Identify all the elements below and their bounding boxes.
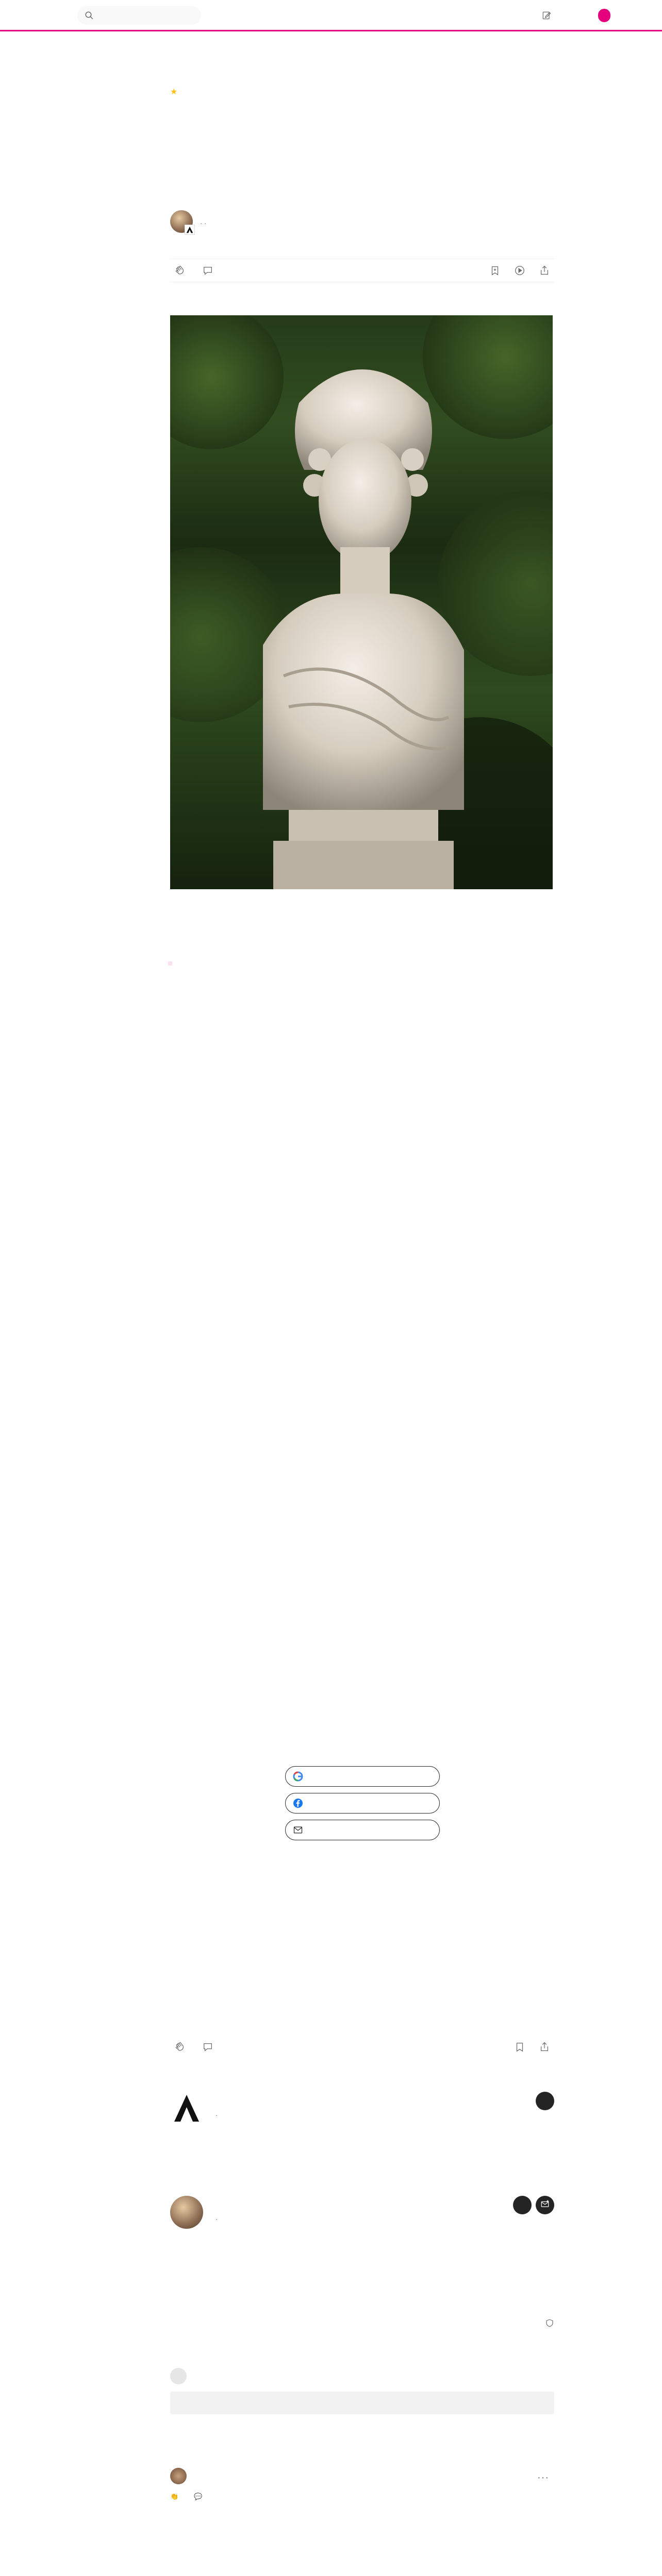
follow-author-button[interactable] xyxy=(513,2196,532,2214)
clap-icon xyxy=(174,2041,186,2053)
hero-image-statue xyxy=(170,315,553,889)
article-action-bar xyxy=(170,259,554,282)
comment-icon: 💬 xyxy=(194,2493,203,2500)
subscribe-email-button[interactable] xyxy=(536,2196,554,2214)
share-icon[interactable] xyxy=(539,265,550,276)
response-clap-button[interactable] xyxy=(170,2493,181,2501)
facebook-icon xyxy=(293,1798,303,1810)
google-icon xyxy=(293,1771,303,1784)
bookmark-icon[interactable] xyxy=(489,265,501,276)
share-icon[interactable] xyxy=(539,2041,550,2053)
responder-avatar[interactable] xyxy=(170,2468,187,2484)
author-card-avatar[interactable] xyxy=(170,2196,203,2229)
clap-icon xyxy=(174,265,186,276)
publication-logo[interactable] xyxy=(170,2092,203,2125)
clap-icon: 👏 xyxy=(170,2493,179,2500)
author-meta xyxy=(200,216,206,227)
top-navigation xyxy=(0,0,662,29)
sign-up-facebook-button[interactable] xyxy=(285,1793,440,1814)
separator: · xyxy=(204,219,207,227)
write-icon xyxy=(541,10,552,21)
comments-button[interactable] xyxy=(202,265,217,276)
sign-up-button[interactable] xyxy=(598,9,610,22)
author-byline xyxy=(170,210,554,233)
clap-button[interactable] xyxy=(174,265,189,276)
sign-up-email-button[interactable] xyxy=(285,1820,440,1840)
publication-card xyxy=(170,2092,554,2127)
write-button[interactable] xyxy=(541,10,556,21)
reader-avatar-placeholder xyxy=(170,2368,187,2384)
star-icon: ★ xyxy=(170,88,178,96)
comment-icon xyxy=(202,2041,213,2053)
shield-icon[interactable] xyxy=(545,2318,554,2328)
search-box[interactable] xyxy=(77,6,201,25)
search-input[interactable] xyxy=(99,11,192,20)
response-item xyxy=(170,2468,554,2501)
bottom-clap-button[interactable] xyxy=(174,2041,189,2053)
comment-icon xyxy=(202,265,213,276)
response-composer xyxy=(170,2368,554,2416)
paywall xyxy=(170,1748,554,1861)
paywall-fade xyxy=(170,1613,554,1731)
bottom-action-bar xyxy=(170,2035,554,2059)
search-icon xyxy=(85,11,94,20)
bottom-comments-button[interactable] xyxy=(202,2041,217,2053)
author-card xyxy=(170,2196,554,2231)
author-avatar[interactable] xyxy=(170,210,193,233)
sign-up-google-button[interactable] xyxy=(285,1766,440,1787)
member-only-badge xyxy=(170,87,554,97)
more-options-icon[interactable]: ··· xyxy=(537,2472,549,2483)
listen-play-icon[interactable] xyxy=(514,265,525,276)
response-replies-button[interactable] xyxy=(194,2493,205,2501)
responses-header xyxy=(170,2318,554,2328)
accent-line xyxy=(0,30,662,31)
subscribe-mail-icon xyxy=(540,2199,550,2211)
separator: · xyxy=(216,2215,218,2223)
separator: · xyxy=(200,219,204,227)
follow-publication-button[interactable] xyxy=(536,2092,554,2110)
bookmark-icon[interactable] xyxy=(514,2041,525,2053)
publication-mini-logo xyxy=(185,225,195,235)
response-input[interactable] xyxy=(170,2392,554,2414)
separator: · xyxy=(216,2111,218,2119)
email-icon xyxy=(293,1825,303,1837)
